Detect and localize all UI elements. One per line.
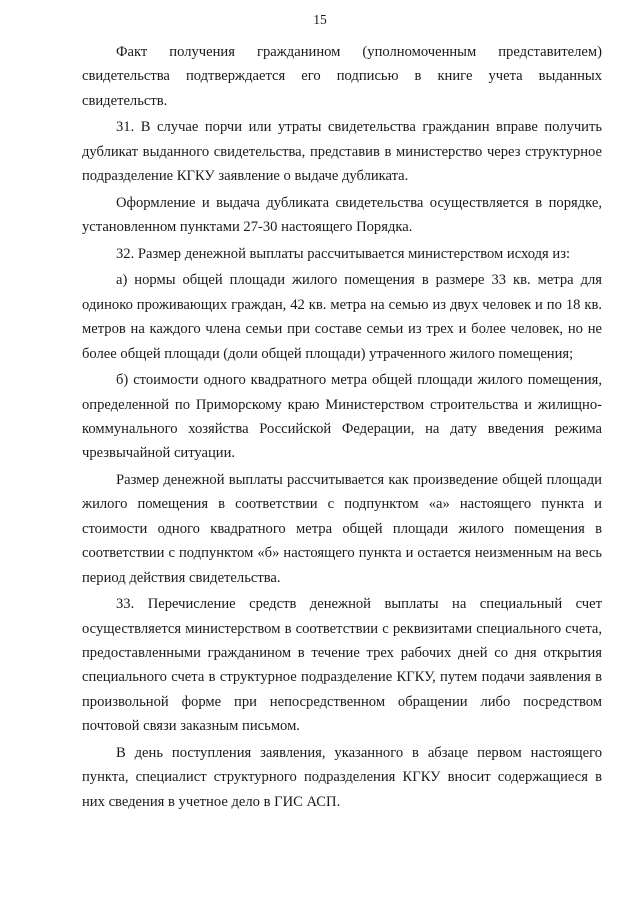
paragraph-33-transfer: 33. Перечисление средств денежной выплаты на специальный счет осуществляется министерством в соответствии с реквизитами специального счета, предоставленными гражданином в течение трех рабочих дней со дня открытия специального счета в структурное подразделение КГКУ, путем подачи заявления в произвольной форме при непосредственном обращении либо посредством почтовой связи заказным письмом. (82, 596, 602, 735)
paragraph-duplicate-issuance: Оформление и выдача дубликата свидетельства осуществляется в порядке, установленном пунктами 27-30 настоящего Порядка. (82, 194, 602, 236)
paragraph-application-entry: В день поступления заявления, указанного в абзаце первом настоящего пункта, специалист структурного подразделения КГКУ вносит содержащиеся в них сведения в учетное дело в ГИС АСП. (82, 744, 602, 810)
document-body (82, 40, 602, 816)
page-number: 15 (313, 12, 327, 27)
paragraph-payment-calculation: Размер денежной выплаты рассчитывается как произведение общей площади жилого помещения в соответствии с подпунктом «а» настоящего пункта и стоимости одного квадратного метра общей площади жилого помещения в соответствии с подпунктом «б» настоящего пункта и остается неизменным на весь период действия свидетельства. (82, 472, 602, 586)
paragraph-31-duplicate: 31. В случае порчи или утраты свидетельства гражданин вправе получить дубликат выданного свидетельства, представив в министерство через структурное подразделение КГКУ заявление о выдаче дубликата. (82, 119, 602, 185)
paragraph-32a-area-norms: а) нормы общей площади жилого помещения в размере 33 кв. метра для одиноко проживающих граждан, 42 кв. метра на семью из двух человек и по 18 кв. метров на каждого члена семьи при составе семьи из трех и более человек, но не более общей площади (доли общей площади) утраченного жилого помещения; (82, 272, 602, 362)
paragraph-32-payment-size: 32. Размер денежной выплаты рассчитывается министерством исходя из: (116, 245, 571, 262)
paragraph-32b-square-meter-cost: б) стоимости одного квадратного метра общей площади жилого помещения, определенной по Приморскому краю Министерством строительства и жилищно-коммунального хозяйства Российской Федерации, на дату введения режима чрезвычайной ситуации. (82, 372, 602, 462)
paragraph-certificate-receipt: Факт получения гражданином (уполномоченным представителем) свидетельства подтверждается его подписью в книге учета выданных свидетельств. (82, 44, 602, 109)
